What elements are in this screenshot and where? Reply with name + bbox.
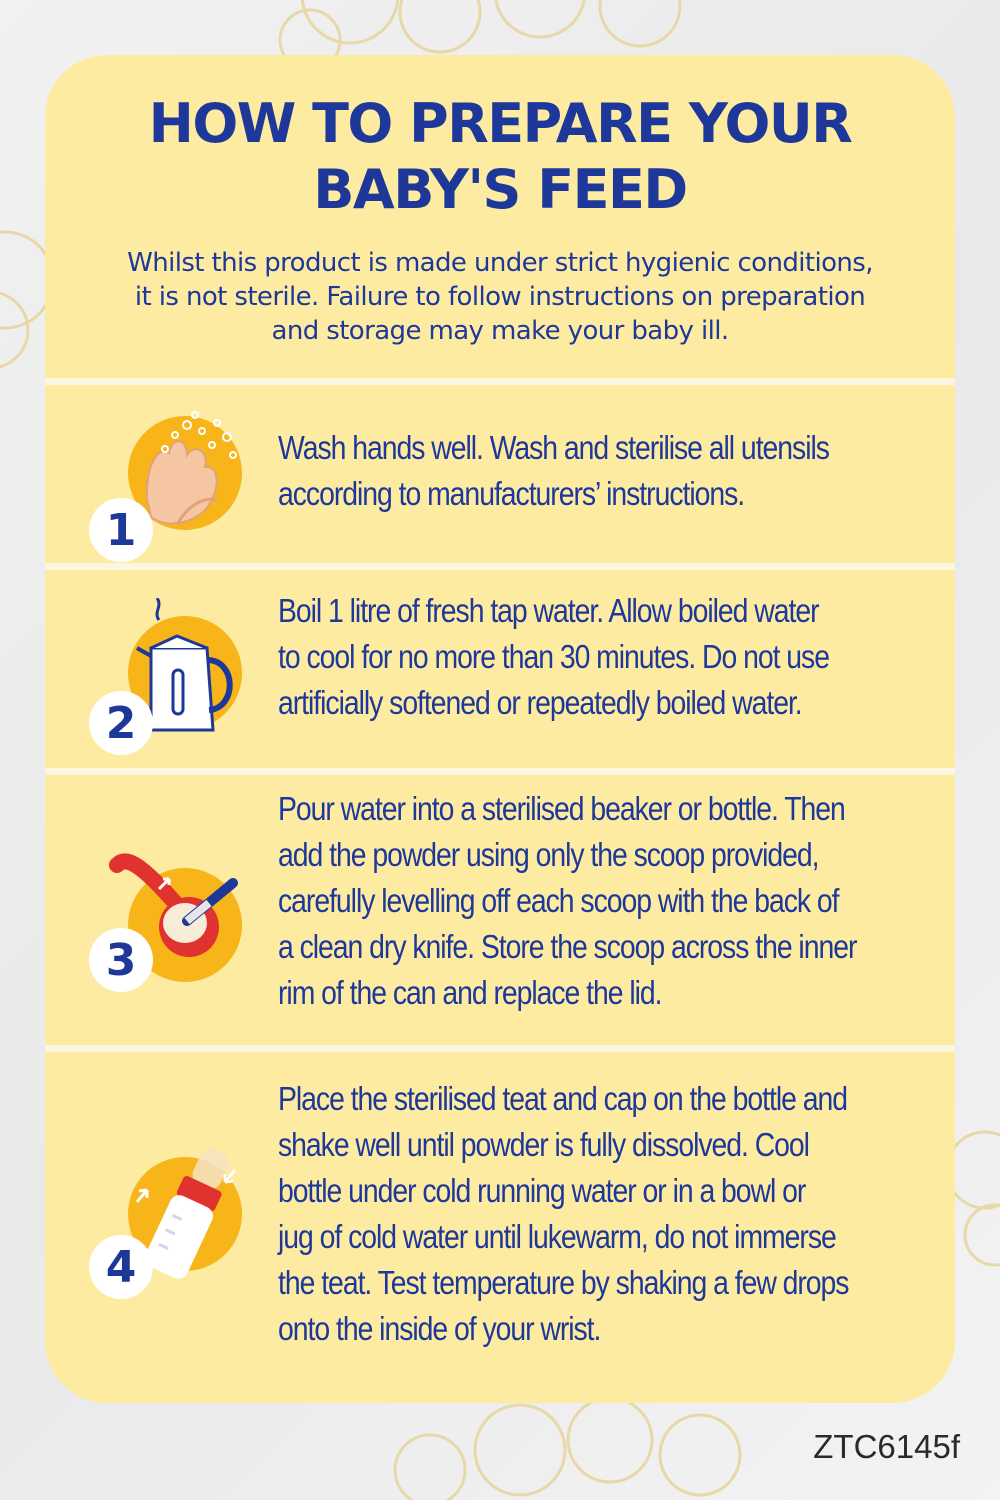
watermark-code: ZTC6145f xyxy=(813,1428,960,1465)
step-4-line-5: the teat. Test temperature by shaking a few drops xyxy=(278,1264,849,1301)
step-1-text xyxy=(278,425,846,517)
hygiene-warning xyxy=(85,246,915,348)
step-2-line-3: artificially softened or repeatedly boiled water. xyxy=(278,684,802,721)
step-2-number: 2 xyxy=(105,698,137,749)
step-4-text xyxy=(278,1076,849,1352)
baby-bottle-shaking-icon xyxy=(67,1142,257,1302)
intro-line-3: and storage may make your baby ill. xyxy=(271,316,729,346)
step-4 xyxy=(45,1052,955,1403)
step-1-line-1: Wash hands well. Wash and sterilise all utensils xyxy=(278,429,829,466)
step-4-line-3: bottle under cold running water or in a bowl or xyxy=(278,1172,806,1209)
title-line-2: BABY'S FEED xyxy=(313,158,687,221)
card-header xyxy=(45,55,955,380)
step-1-line-2: according to manufacturers’ instructions. xyxy=(278,475,745,512)
hand-washing-icon xyxy=(67,405,257,565)
step-2-text xyxy=(278,588,846,726)
step-4-number: 4 xyxy=(105,1242,137,1293)
divider xyxy=(45,1045,955,1052)
step-3-line-1: Pour water into a sterilised beaker or bottle. Then xyxy=(278,790,845,827)
page-title xyxy=(45,91,955,223)
title-line-1: HOW TO PREPARE YOUR xyxy=(148,92,852,155)
intro-line-1: Whilst this product is made under strict hygienic conditions, xyxy=(127,248,873,278)
step-3-line-3: carefully levelling off each scoop with the back of xyxy=(278,882,839,919)
divider xyxy=(45,563,955,570)
step-4-line-2: shake well until powder is fully dissolved. Cool xyxy=(278,1126,809,1163)
step-1 xyxy=(45,385,955,563)
scoop-and-knife-icon xyxy=(67,835,257,995)
step-3 xyxy=(45,775,955,1045)
step-1-number: 1 xyxy=(105,505,137,556)
step-3-text xyxy=(278,786,857,1016)
step-3-line-2: add the powder using only the scoop provided, xyxy=(278,836,819,873)
kettle-icon xyxy=(67,598,257,758)
step-4-line-1: Place the sterilised teat and cap on the bottle and xyxy=(278,1080,848,1117)
step-3-line-5: rim of the can and replace the lid. xyxy=(278,974,662,1011)
instructions-card xyxy=(45,55,955,1403)
divider xyxy=(45,378,955,385)
step-4-line-4: jug of cold water until lukewarm, do not immerse xyxy=(278,1218,836,1255)
step-4-line-6: onto the inside of your wrist. xyxy=(278,1310,601,1347)
step-2 xyxy=(45,570,955,768)
step-2-line-2: to cool for no more than 30 minutes. Do not use xyxy=(278,638,829,675)
step-2-line-1: Boil 1 litre of fresh tap water. Allow boiled water xyxy=(278,592,819,629)
step-3-line-4: a clean dry knife. Store the scoop across the inner xyxy=(278,928,857,965)
intro-line-2: it is not sterile. Failure to follow instructions on preparation xyxy=(134,282,866,312)
divider xyxy=(45,768,955,775)
step-3-number: 3 xyxy=(105,935,137,986)
